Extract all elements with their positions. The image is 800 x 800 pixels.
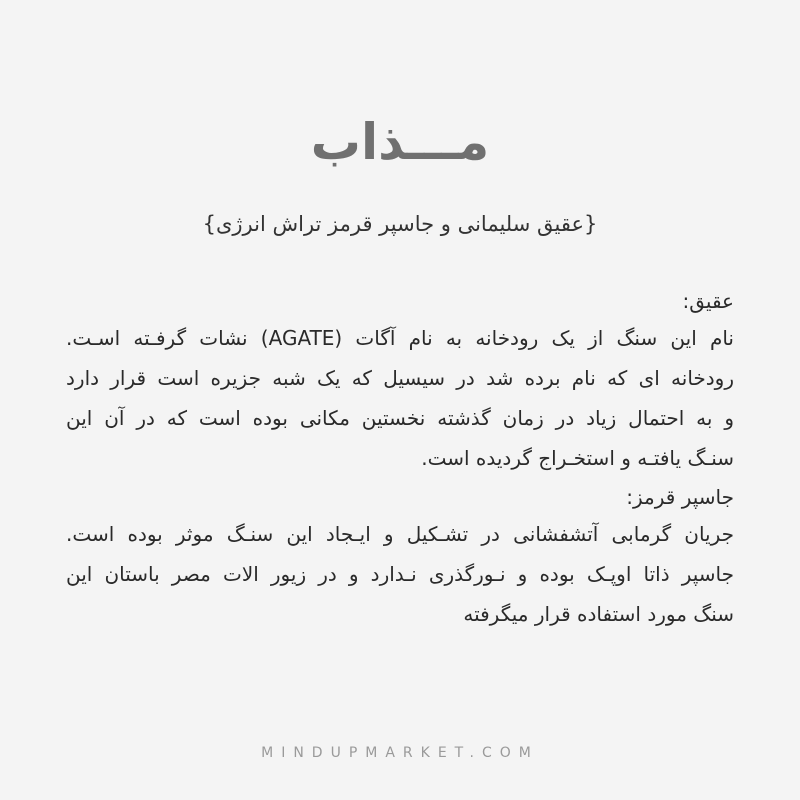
- section-heading-red-jasper: جاسپر قرمز:: [626, 485, 734, 509]
- agate-line: رودخانه ای که نام برده شد در سیسیل که یک شبه جزیره است قرار دارد: [66, 366, 734, 390]
- agate-line: سنـگ یافتـه و استخـراج گردیده است.: [421, 446, 734, 470]
- jasper-line: جریان گرمابی آتشفشانی در تشـکیل و ایـجاد این سنـگ موثر بوده است.: [66, 522, 734, 546]
- page-title: مـــذاب: [310, 113, 490, 171]
- jasper-line: سنگ مورد استفاده قرار میگرفته: [463, 602, 734, 626]
- jasper-line: جاسپر ذاتا اوپـک بوده و نـورگذری نـدارد و در زیور الات مصر باستان این: [66, 562, 734, 586]
- page-subtitle: {عقیق سلیمانی و جاسپر قرمز تراش انرژی}: [202, 212, 598, 236]
- footer-website: MINDUPMARKET.COM: [261, 745, 539, 761]
- agate-line: و به احتمال زیاد در زمان گذشته نخستین مکانی بوده است که در آن این: [66, 406, 734, 430]
- section-heading-agate: عقیق:: [682, 289, 734, 313]
- agate-line: نام این سنگ از یک رودخانه به نام آگات (AGATE) نشات گرفـته اسـت.: [66, 326, 734, 350]
- content: [66, 284, 734, 634]
